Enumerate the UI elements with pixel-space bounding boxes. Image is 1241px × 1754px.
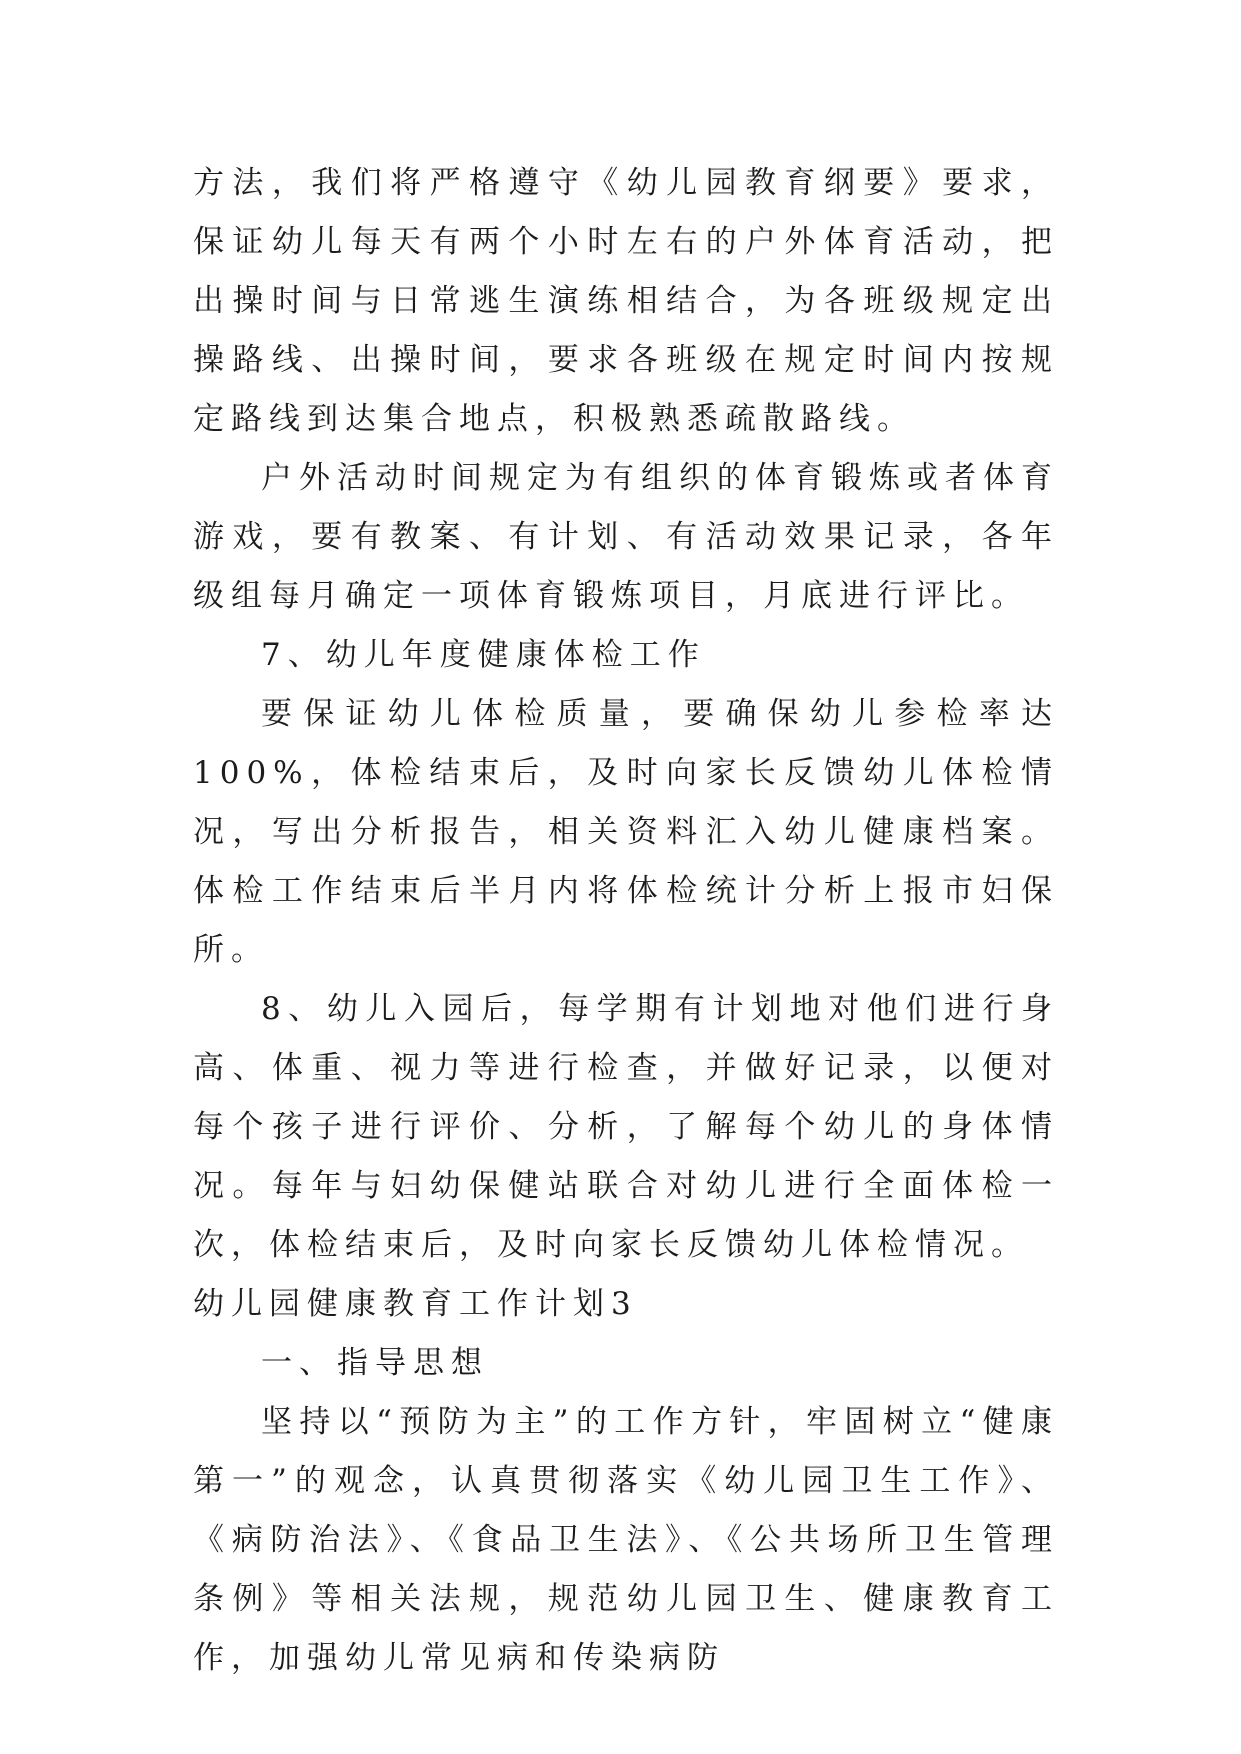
plan-title: 幼儿园健康教育工作计划3 (193, 1286, 638, 1322)
section-heading-guiding-ideology: 一、指导思想 (261, 1345, 489, 1381)
paragraph-prevention-policy: 坚持以“预防为主”的工作方针，牢固树立“健康第一”的观念，认真贯彻落实《幼儿园卫生工作》、《病防治法》、《食品卫生法》、《公共场所卫生管理条例》等相关法规，规范幼儿园卫生、健康教育工作，加强幼儿常见病和传染病防 (193, 1404, 1059, 1676)
paragraph-outdoor-activity-time: 户外活动时间规定为有组织的体育锻炼或者体育游戏，要有教案、有计划、有活动效果记录，各年级组每月确定一项体育锻炼项目，月底进行评比。 (193, 460, 1059, 614)
paragraph-semester-checks: 8、幼儿入园后，每学期有计划地对他们进行身高、体重、视力等进行检查，并做好记录，以便对每个孩子进行评价、分析，了解每个幼儿的身体情况。每年与妇幼保健站联合对幼儿进行全面体检一次，体检结束后，及时向家长反馈幼儿体检情况。 (193, 991, 1059, 1263)
paragraph-checkup-quality: 要保证幼儿体检质量，要确保幼儿参检率达100%，体检结束后，及时向家长反馈幼儿体检情况，写出分析报告，相关资料汇入幼儿健康档案。体检工作结束后半月内将体检统计分析上报市妇保所。 (193, 696, 1059, 968)
document-body (193, 154, 1059, 1688)
paragraph-outdoor-exercise-method: 方法，我们将严格遵守《幼儿园教育纲要》要求，保证幼儿每天有两个小时左右的户外体育活动，把出操时间与日常逃生演练相结合，为各班级规定出操路线、出操时间，要求各班级在规定时间内按规定路线到达集合地点，积极熟悉疏散路线。 (193, 165, 1059, 437)
section-heading-annual-checkup: 7、幼儿年度健康体检工作 (261, 637, 706, 673)
